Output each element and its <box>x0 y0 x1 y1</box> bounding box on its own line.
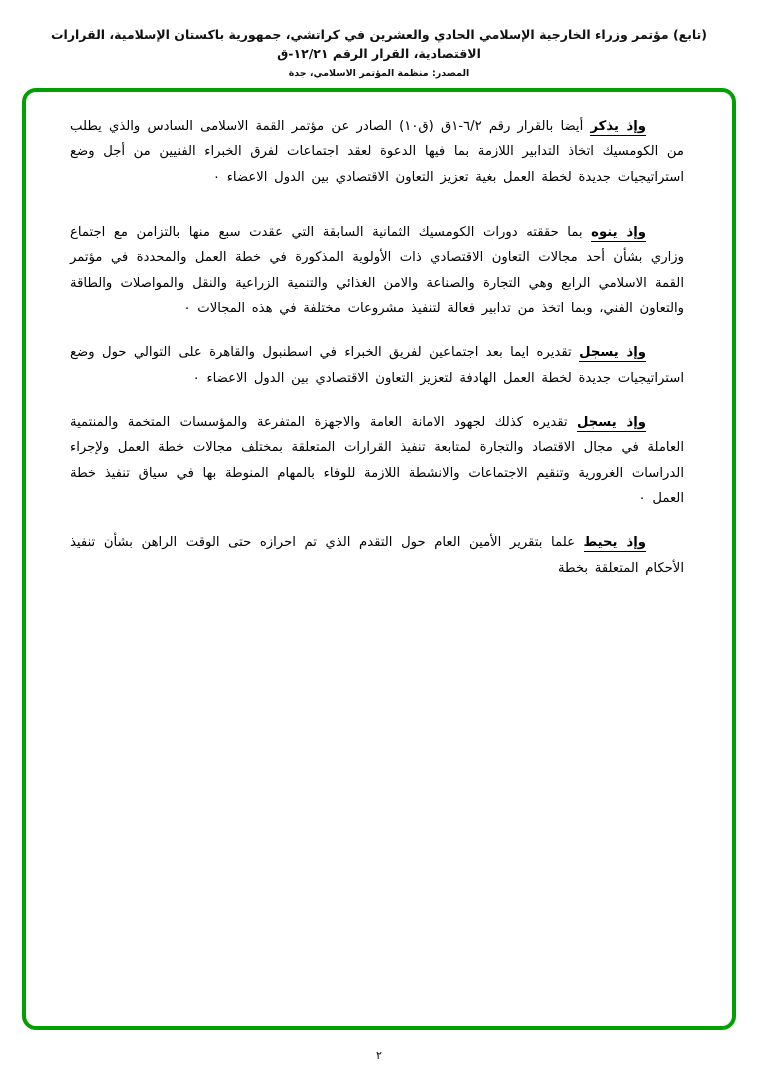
paragraph-4-lead: وإذ يسجل <box>577 415 646 431</box>
paragraph-3 <box>70 340 684 391</box>
page-number: ٢ <box>376 1049 382 1062</box>
header-title: (تابع) مؤتمر وزراء الخارجية الإسلامي الحادي والعشرين في كراتشي، جمهورية باكستان الإسلامية، القرارات الاقتصادية، القرار الرقم ١٢/٢١-ق <box>50 27 708 61</box>
paragraph-3-lead: وإذ يسجل <box>579 345 646 361</box>
page-header <box>0 0 758 79</box>
content-frame <box>22 88 736 1030</box>
document-body <box>26 92 732 1026</box>
paragraph-2 <box>70 220 684 321</box>
paragraph-5 <box>70 530 684 581</box>
paragraph-4-text: تقديره كذلك لجهود الامانة العامة والاجهزة المتفرعة والمؤسسات المتخمة والمنتمية العاملة في مجال الاقتصاد والتجارة لمتابعة تنفيذ القرارات المتعلقة بمختلف مجالات خطة العمل ولإجراء الدراسات الغرورية وتنقيم الاجتماعات والانشطة اللازمة للوفاء بالمهام المنوطة بها في سياق تنفيذ خطة العمل ٠ <box>70 415 684 507</box>
paragraph-4 <box>70 410 684 511</box>
paragraph-2-lead: وإذ ينوه <box>591 225 646 241</box>
paragraph-1 <box>70 114 684 190</box>
header-source: المصدر: منظمة المؤتمر الاسلامي، جدة <box>288 67 470 79</box>
paragraph-2-text: بما حققته دورات الكومسيك الثمانية السابقة التي عقدت سبع منها بالتزامن مع اجتماع وزاري بشأن أحد مجالات التعاون الاقتصادي ذات الأولوية المذكورة في خطة العمل والمحددة في مؤتمر القمة الاسلامي الرابع وهي التجارة والصناعة والامن الغذائي والتنمية الزراعية والنقل والمواصلات والطاقة والتعاون الفني، وبما اتخذ من تدابير فعالة لتنفيذ مشروعات مختلفة في هذه المجالات ٠ <box>70 225 684 317</box>
paragraph-3-text: تقديره ايما بعد اجتماعين لفريق الخبراء في اسطنبول والقاهرة على التوالي حول وضع استراتيجيات جديدة لخطة العمل الهادفة لتعزيز التعاون الاقتصادي بين الدول الاعضاء ٠ <box>70 345 684 386</box>
paragraph-1-text: أيضا بالقرار رقم ٦/٢-١ق (ق١٠) الصادر عن مؤتمر القمة الاسلامى السادس والذي يطلب من الكومسيك اتخاذ التدابير اللازمة بما فيها الدعوة لعقد اجتماعات لفرق الخبراء الفنيين من أجل وضع استراتيجيات جديدة لخطة العمل بغية تعزيز التعاون الاقتصادي بين الدول الاعضاء ٠ <box>70 119 684 185</box>
paragraph-5-text: علما بتقرير الأمين العام حول التقدم الذي تم احرازه حتى الوقت الراهن بشأن تنفيذ الأحكام المتعلقة بخطة <box>70 535 684 576</box>
paragraph-5-lead: وإذ يحيط <box>583 535 646 551</box>
paragraph-1-lead: وإذ يذكر <box>590 119 646 134</box>
